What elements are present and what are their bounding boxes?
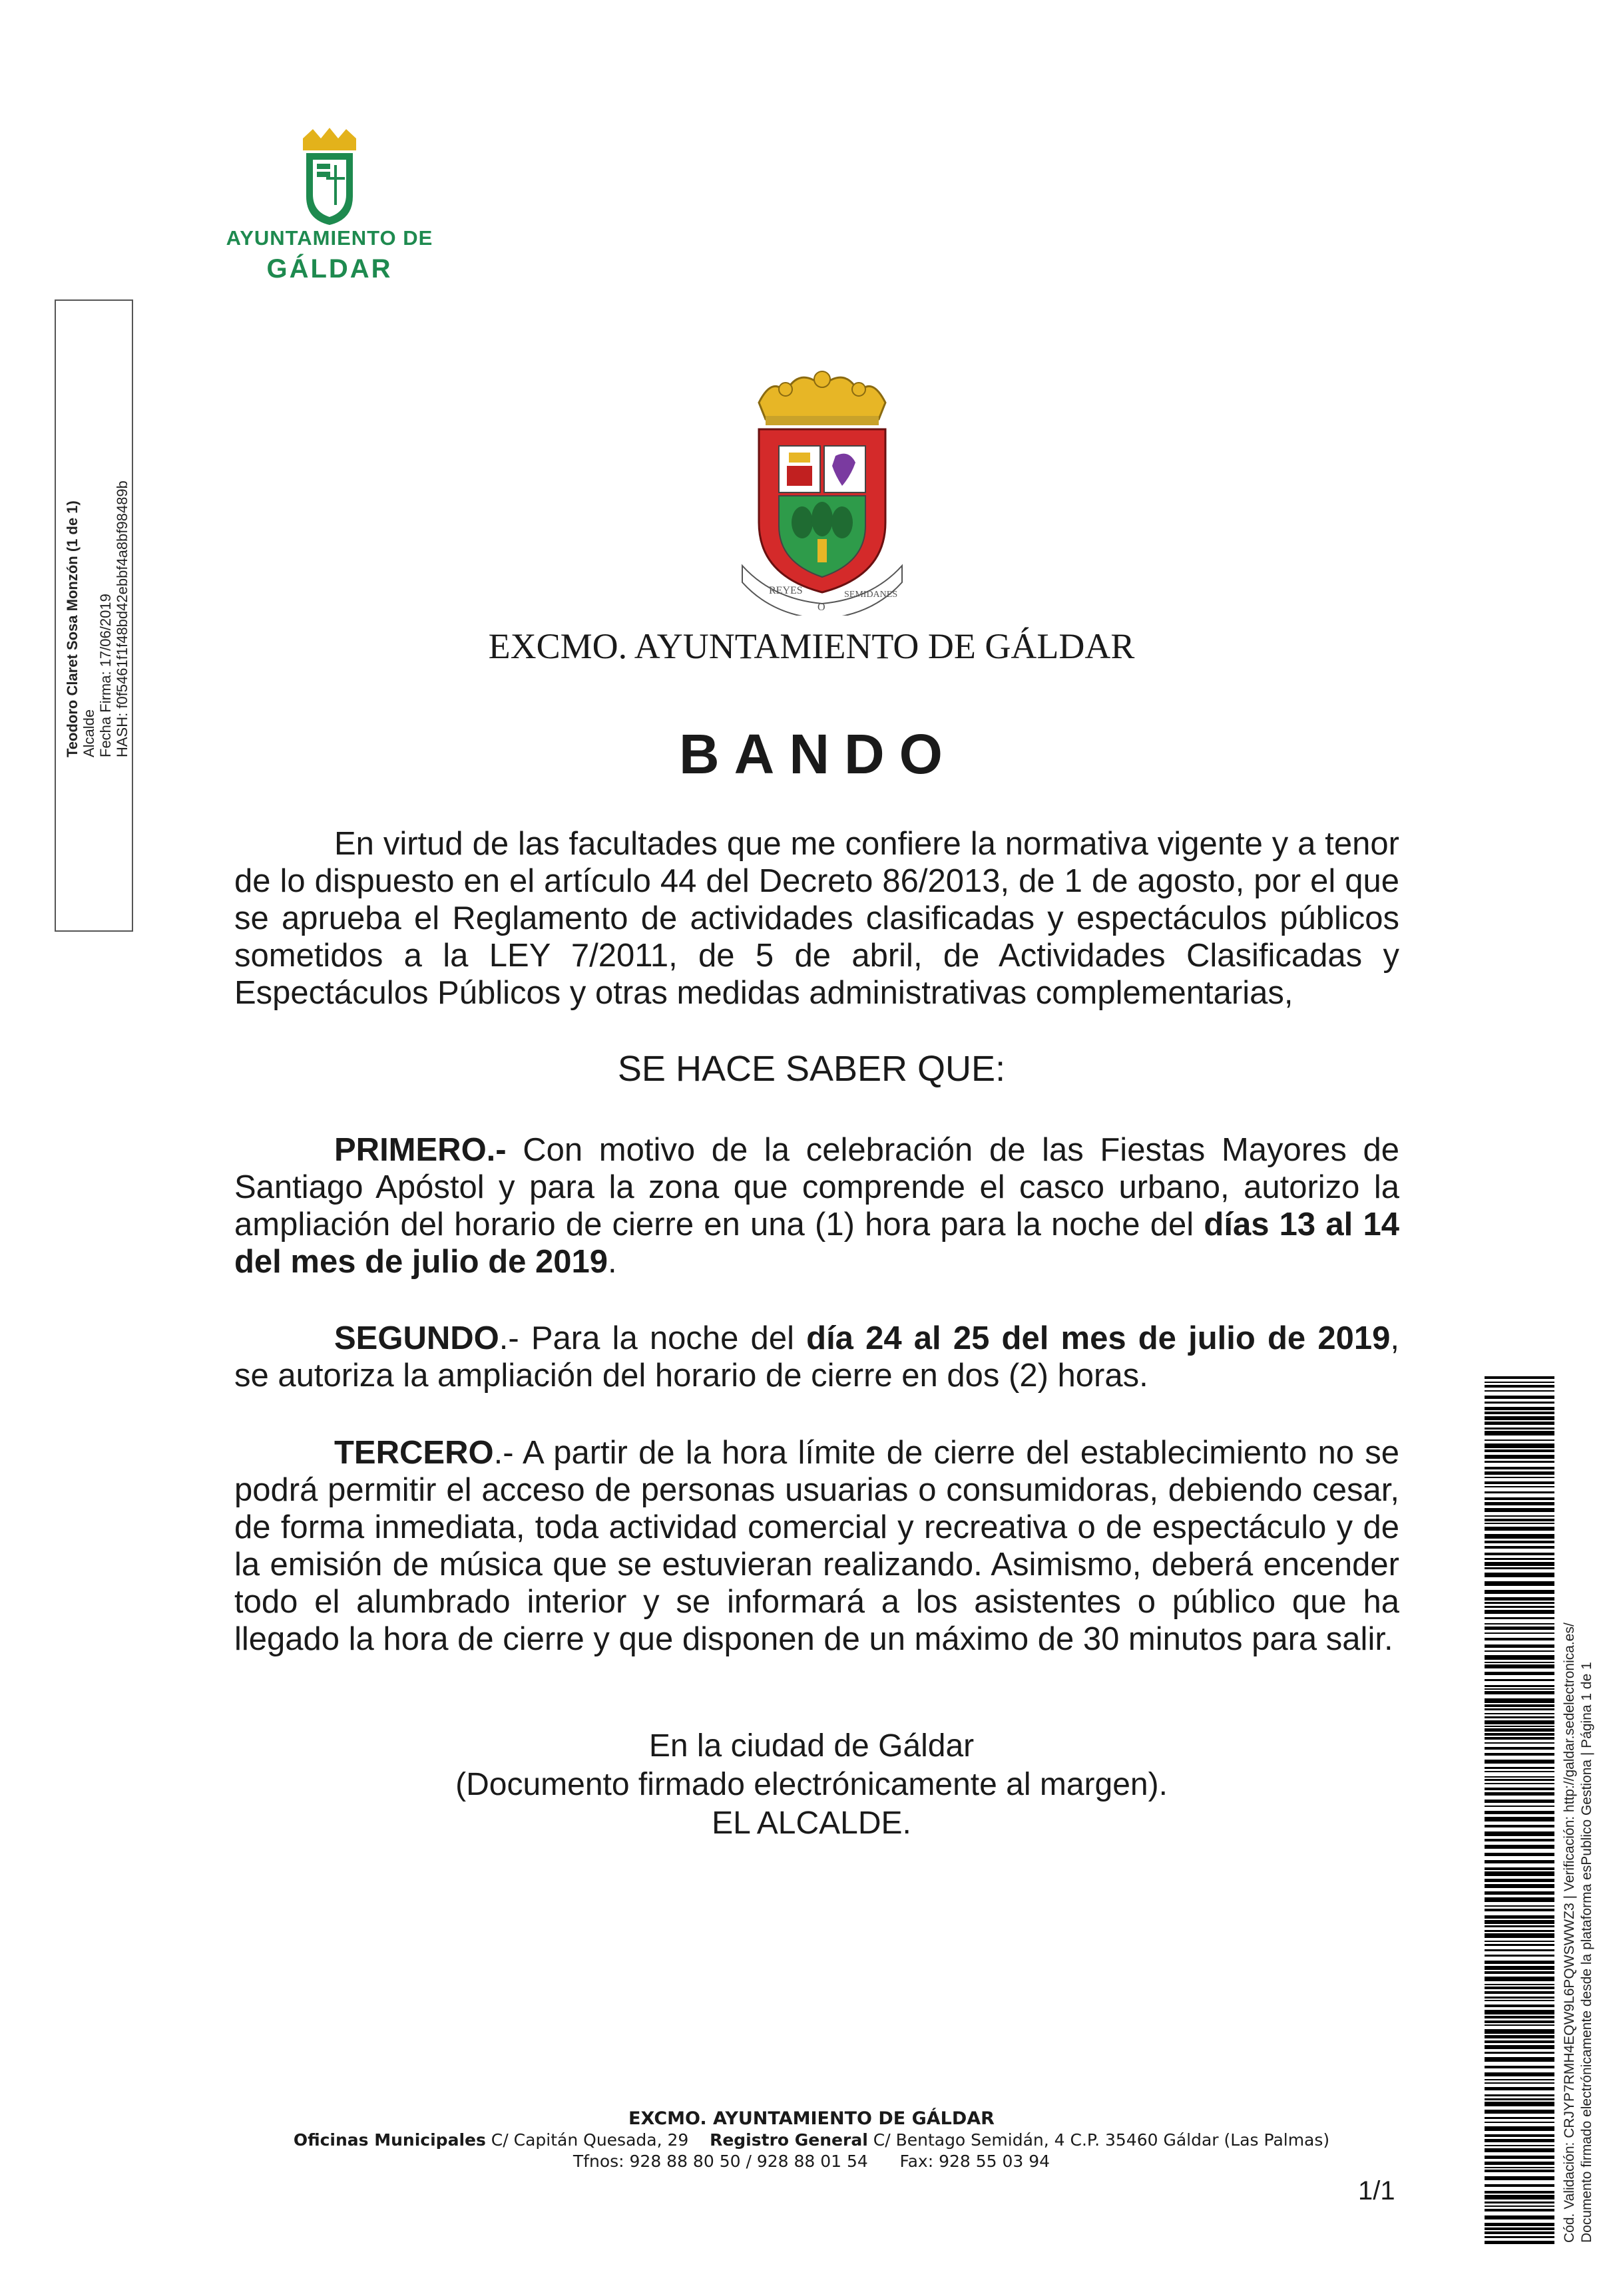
shield-logo-icon [220, 126, 439, 226]
tercero-label: TERCERO [334, 1435, 494, 1471]
page-number: 1/1 [1358, 2176, 1395, 2205]
segundo-text: .- Para la noche del [499, 1320, 807, 1356]
footer-phones: Tfnos: 928 88 80 50 / 928 88 01 54 [573, 2152, 868, 2171]
segundo-label: SEGUNDO [334, 1320, 499, 1356]
validation-text [1561, 1623, 1596, 2243]
ribbon-right-label: SEMIDANES [844, 590, 898, 600]
signer-name: Teodoro Claret Sosa Monzón (1 de 1) [64, 500, 81, 757]
se-hace-saber: SE HACE SABER QUE: [617, 1049, 1006, 1089]
registry-label: Registro General [710, 2130, 868, 2150]
ribbon-left-label: REYES [769, 585, 803, 596]
closing-block [0, 1727, 1623, 1843]
tercero-text: .- A partir de la hora límite de cierre del establecimiento no se podrá permitir el acceso de personas usuarias o consumidoras, debiendo cesar, de forma inmediata, toda actividad comercial y recreativa o de espectáculo y de la emisión de música que se estuvieran realizando. Asimismo, deberá encender todo el alumbrado interior y se informará a los asistentes o público que ha llegado la hora de cierre y que disponen de un máximo de 30 minutos para salir. [234, 1435, 1399, 1657]
primero-label: PRIMERO.- [334, 1132, 507, 1168]
footer-address-line [0, 2130, 1623, 2151]
ribbon-mid-label: O [817, 602, 825, 613]
coat-of-arms-icon [732, 363, 912, 616]
intro-paragraph [234, 825, 1399, 1012]
primero-paragraph [234, 1131, 1399, 1280]
offices-address: C/ Capitán Quesada, 29 [485, 2130, 689, 2150]
logo-line-2: GÁLDAR [266, 254, 393, 284]
primero-text: Con motivo de la celebración de las Fiestas Mayores de Santiago Apóstol y para la zona que comprende el casco urbano, autorizo la ampliación del horario de cierre en una (1) hora para la noche del [234, 1132, 1399, 1243]
signature-text [64, 480, 130, 757]
footer-fax: Fax: 928 55 03 94 [899, 2152, 1050, 2171]
validation-line-2: Documento firmado electrónicamente desde la plataforma esPublico Gestiona | Página 1 de 1 [1579, 1662, 1594, 2243]
signature-box [55, 299, 133, 932]
footer-title: EXCMO. AYUNTAMIENTO DE GÁLDAR [628, 2108, 995, 2129]
city-heading: EXCMO. AYUNTAMIENTO DE GÁLDAR [488, 626, 1135, 666]
segundo-end: , se autoriza la ampliación del horario de cierre en dos (2) horas. [234, 1320, 1399, 1394]
offices-label: Oficinas Municipales [293, 2130, 486, 2150]
segundo-paragraph [234, 1320, 1399, 1394]
municipal-logo [220, 126, 459, 293]
signature-hash: HASH: f0f5461f1f48bd42ebbf4a8bf98489b [114, 480, 130, 757]
intro-text: En virtud de las facultades que me confiere la normativa vigente y a tenor de lo dispuesto en el artículo 44 del Decreto 86/2013, de 1 de agosto, por el que se aprueba el Reglamento de actividades clasificadas y espectáculos públicos sometidos a la LEY 7/2011, de 5 de abril, de Actividades Clasificadas y Espectáculos Públicos y otras medidas administrativas complementarias, [234, 826, 1399, 1011]
coat-of-arms [732, 363, 912, 616]
tercero-paragraph [234, 1434, 1399, 1658]
closing-note: (Documento firmado electrónicamente al margen). [455, 1767, 1168, 1802]
signature-date: Fecha Firma: 17/06/2019 [97, 594, 114, 757]
logo-line-1: AYUNTAMIENTO DE [226, 226, 433, 250]
barcode-icon [1485, 1376, 1554, 2248]
footer [0, 2108, 1623, 2172]
closing-city: En la ciudad de Gáldar [648, 1728, 975, 1764]
signer-role: Alcalde [81, 709, 97, 757]
document-title: BANDO [679, 723, 957, 785]
segundo-bold: día 24 al 25 del mes de julio de 2019 [806, 1320, 1391, 1356]
validation-line-1: Cód. Validación: CRJYP7RMH4EQW9L6PQWSWWZ3 | Verificación: http://galdar.sedelectronica.es/ [1562, 1623, 1577, 2243]
footer-contact-line [0, 2151, 1623, 2172]
registry-address: C/ Bentago Semidán, 4 C.P. 35460 Gáldar (Las Palmas) [867, 2130, 1330, 2150]
primero-bold: días 13 al 14 del mes de julio de 2019 [234, 1207, 1399, 1280]
closing-signer: EL ALCALDE. [712, 1806, 911, 1841]
primero-end: . [608, 1244, 617, 1280]
